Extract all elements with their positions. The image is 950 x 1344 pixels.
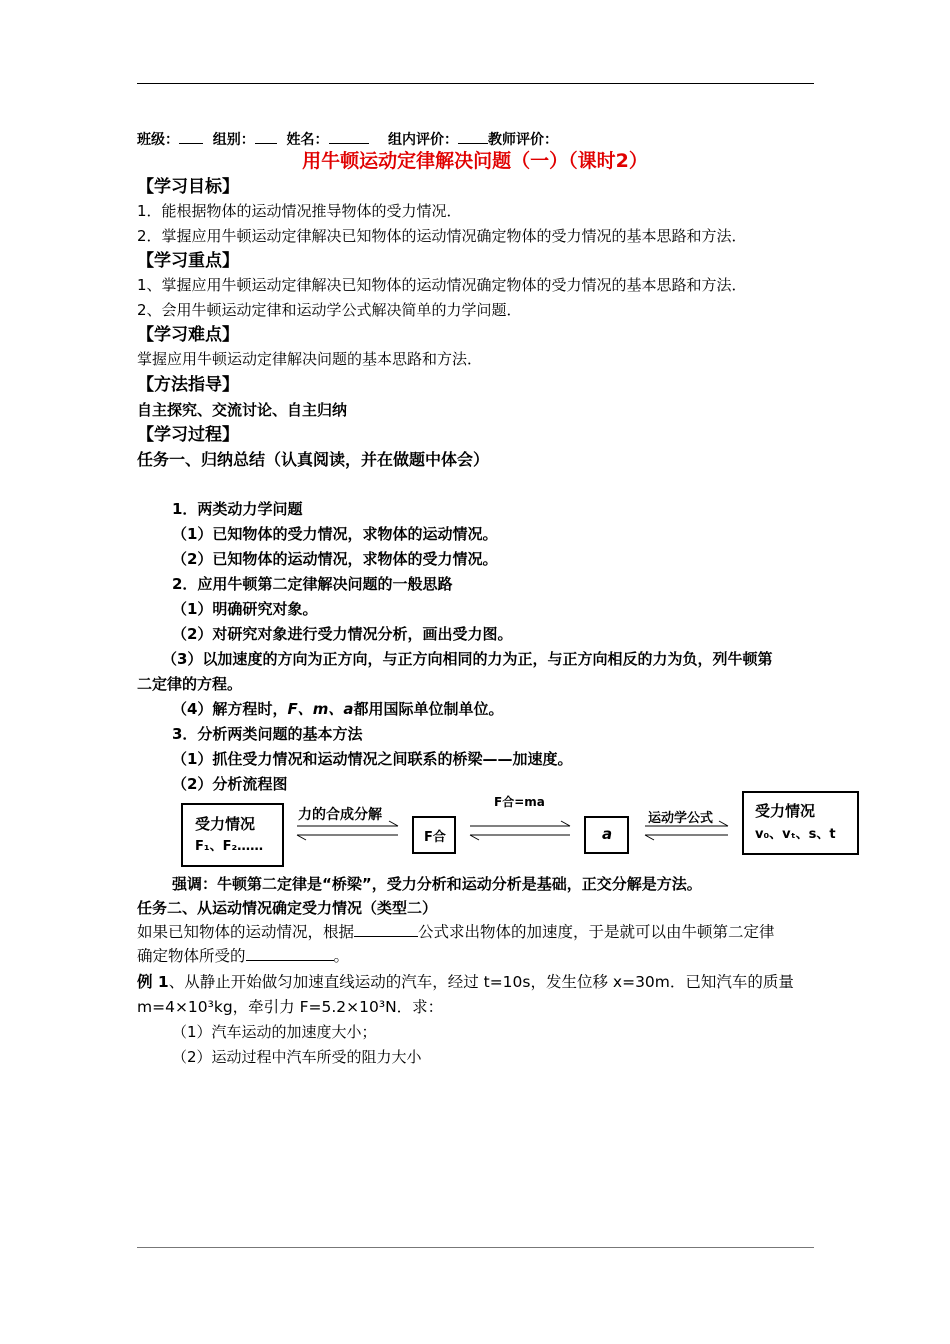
process-heading: 【学习过程】 bbox=[137, 425, 239, 445]
flow-box-net-force bbox=[412, 816, 456, 854]
task2-text2-pre: 确定物体所受的 bbox=[137, 947, 246, 965]
flow-label-composition: 力的合成分解 bbox=[298, 807, 382, 823]
example-label: 例 1 bbox=[137, 973, 169, 991]
key-point-item: 2、会用牛顿运动定律和运动学公式解决简单的力学问题． bbox=[137, 301, 522, 319]
task1-point1: 1．两类动力学问题 bbox=[172, 500, 303, 518]
flow-box-net-force-text: F合 bbox=[424, 830, 446, 845]
flow-box-motion-vars: v₀、vₜ、s、t bbox=[755, 827, 836, 842]
arrow-double-2 bbox=[470, 821, 570, 840]
task2-text1-post: 公式求出物体的加速度，于是就可以由牛顿第二定律 bbox=[418, 923, 775, 941]
objectives-heading: 【学习目标】 bbox=[137, 177, 239, 197]
task2-text2-post: 。 bbox=[333, 947, 350, 965]
teacher-eval-label: 教师评价： bbox=[488, 132, 558, 148]
flow-box-force-title: 受力情况 bbox=[195, 815, 256, 833]
bottom-rule bbox=[137, 1247, 814, 1248]
point2d-variables: F、m、a bbox=[287, 700, 354, 718]
flow-box-acceleration-text: a bbox=[602, 825, 613, 843]
flow-box-motion-title: 受力情况 bbox=[755, 802, 816, 820]
formula-blank[interactable] bbox=[354, 921, 418, 937]
difficulties-text: 掌握应用牛顿运动定律解决问题的基本思路和方法． bbox=[137, 350, 483, 368]
task1-point3a: （1）抓住受力情况和运动情况之间联系的桥梁——加速度。 bbox=[172, 750, 573, 768]
task1-point2c: （3）以加速度的方向为正方向，与正方向相同的力为正，与正方向相反的力为负，列牛顿第 bbox=[162, 650, 773, 668]
difficulties-heading: 【学习难点】 bbox=[137, 325, 239, 345]
flow-box-force-vars: F₁、F₂…… bbox=[195, 839, 264, 854]
task2-text-line2 bbox=[137, 945, 349, 967]
point2d-prefix: （4）解方程时， bbox=[172, 700, 288, 718]
group-label: 组别： bbox=[212, 132, 255, 148]
emphasis-note: 强调：牛顿第二定律是“桥梁”，受力分析和运动分析是基础，正交分解是方法。 bbox=[172, 875, 702, 893]
task1-point2a: （1）明确研究对象。 bbox=[172, 600, 318, 618]
flow-label-kinematics: 运动学公式 bbox=[648, 811, 714, 826]
method-heading: 【方法指导】 bbox=[137, 375, 239, 395]
example-text1: 、从静止开始做匀加速直线运动的汽车，经过 t=10s，发生位移 x=30m．已知汽车的质量 bbox=[168, 973, 794, 991]
key-point-item: 1、掌握应用牛顿运动定律解决已知物体的运动情况确定物体的受力情况的基本思路和方法． bbox=[137, 276, 747, 294]
task1-point3b: （2）分析流程图 bbox=[172, 775, 288, 793]
group-eval-label: 组内评价： bbox=[388, 132, 458, 148]
task2-text-line1 bbox=[137, 921, 775, 943]
objective-item: 2．掌握应用牛顿运动定律解决已知物体的运动情况确定物体的受力情况的基本思路和方法． bbox=[137, 227, 747, 245]
task2-heading: 任务二、从运动情况确定受力情况（类型二） bbox=[137, 899, 438, 917]
page-title: 用牛顿运动定律解决问题（一）（课时2） bbox=[302, 150, 648, 172]
objective-item: 1．能根据物体的运动情况推导物体的受力情况． bbox=[137, 202, 462, 220]
task1-point2c-cont: 二定律的方程。 bbox=[137, 675, 243, 693]
task2-text1-pre: 如果已知物体的运动情况，根据 bbox=[137, 923, 355, 941]
class-label: 班级： bbox=[137, 132, 179, 148]
point2d-suffix: 都用国际单位制单位。 bbox=[353, 700, 504, 718]
example-line2: m=4×10³kg，牵引力 F=5.2×10³N．求： bbox=[137, 998, 444, 1016]
key-points-heading: 【学习重点】 bbox=[137, 251, 239, 271]
flow-box-motion bbox=[742, 791, 859, 855]
flow-box-force bbox=[181, 803, 284, 867]
example-question1: （1）汽车运动的加速度大小； bbox=[172, 1023, 377, 1041]
task1-point1a: （1）已知物体的受力情况，求物体的运动情况。 bbox=[172, 525, 498, 543]
task1-point1b: （2）已知物体的运动情况，求物体的受力情况。 bbox=[172, 550, 498, 568]
flow-label-newton: F合=ma bbox=[494, 795, 545, 809]
method-text: 自主探究、交流讨论、自主归纳 bbox=[137, 401, 348, 419]
flow-box-acceleration bbox=[584, 816, 629, 854]
example-line1 bbox=[137, 971, 794, 993]
task1-point3: 3．分析两类问题的基本方法 bbox=[172, 725, 363, 743]
name-label: 姓名： bbox=[286, 132, 329, 148]
task1-heading: 任务一、归纳总结（认真阅读，并在做题中体会） bbox=[137, 450, 490, 469]
example-question2: （2）运动过程中汽车所受的阻力大小 bbox=[172, 1048, 422, 1066]
task1-point2: 2．应用牛顿第二定律解决问题的一般思路 bbox=[172, 575, 453, 593]
task1-point2b: （2）对研究对象进行受力情况分析，画出受力图。 bbox=[172, 625, 513, 643]
force-blank[interactable] bbox=[246, 945, 334, 961]
